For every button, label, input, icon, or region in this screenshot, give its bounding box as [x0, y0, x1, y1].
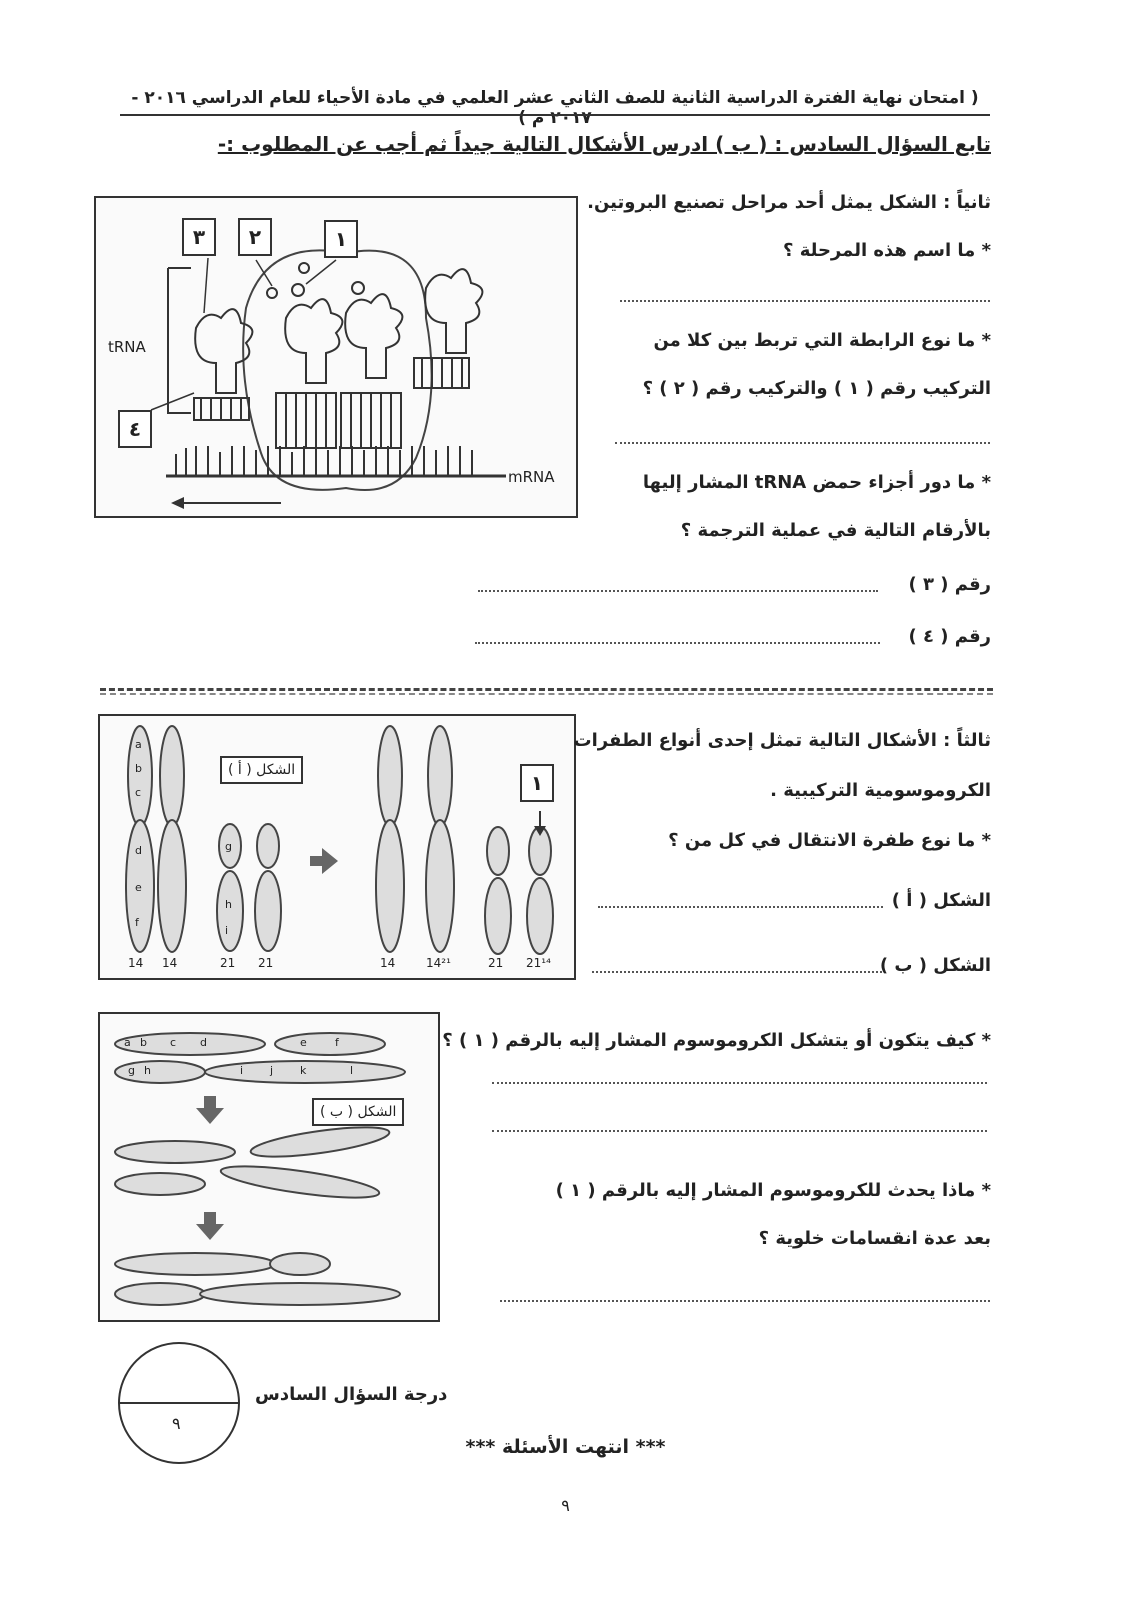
part3-question-1: * ما نوع طفرة الانتقال في كل من ؟	[668, 830, 991, 851]
figure-a-pointer-1: ١	[520, 764, 554, 802]
part3-intro-line2: الكروموسومية التركيبية .	[770, 780, 991, 801]
answer-line	[478, 590, 878, 592]
figure-b	[98, 1012, 440, 1322]
gene-label: g	[225, 840, 232, 853]
gene-label: f	[135, 916, 139, 929]
exam-title: ( امتحان نهاية الفترة الدراسية الثانية للصف الثاني عشر العلمي في مادة الأحياء للعام الدراسي ٢٠١٦ - ٢٠١٧ م )	[131, 88, 979, 128]
gene-label: c	[135, 786, 142, 799]
page-number: ٩	[561, 1496, 570, 1515]
part2-question-2-line1: * ما نوع الرابطة التي تربط بين كلا من	[653, 330, 991, 351]
part2-item-4: رقم ( ٤ )	[908, 626, 991, 647]
gene-label: j	[270, 1064, 274, 1077]
gene-label: c	[170, 1036, 177, 1049]
chromosome-label: 21¹⁴	[526, 956, 551, 970]
gene-label: d	[135, 844, 142, 857]
answer-line	[592, 971, 882, 973]
answer-line	[500, 1300, 990, 1302]
answer-line	[475, 642, 880, 644]
part2-question-2-line2: التركيب رقم ( ١ ) والتركيب رقم ( ٢ ) ؟	[642, 378, 991, 399]
figure-label-1: ١	[324, 220, 358, 258]
chromosome-label: 21	[220, 956, 236, 970]
gene-label: b	[140, 1036, 147, 1049]
figure-label-3: ٣	[182, 218, 216, 256]
chromosome-label: 21	[258, 956, 274, 970]
gene-label: h	[144, 1064, 151, 1077]
grade-label: درجة السؤال السادس	[255, 1384, 448, 1405]
part3-question-3-line2: بعد عدة انقسامات خلوية ؟	[758, 1228, 991, 1249]
section-divider	[100, 693, 993, 695]
part2-question-1: * ما اسم هذه المرحلة ؟	[782, 240, 991, 261]
mrna-label: mRNA	[508, 468, 555, 486]
figure-b-diagram	[100, 1014, 438, 1320]
gene-label: g	[128, 1064, 135, 1077]
gene-label: e	[135, 881, 142, 894]
part2-item-3: رقم ( ٣ )	[908, 574, 991, 595]
chromosome-label: 14	[380, 956, 396, 970]
chromosome-label: 14	[162, 956, 178, 970]
header-divider	[120, 114, 990, 116]
gene-label: h	[225, 898, 232, 911]
answer-line	[620, 300, 990, 302]
answer-line	[492, 1082, 987, 1084]
grade-value: ٩	[172, 1414, 181, 1433]
part3-question-2: * كيف يتكون أو يتشكل الكروموسوم المشار إليه بالرقم ( ١ ) ؟	[442, 1030, 991, 1051]
gene-label: a	[124, 1036, 131, 1049]
gene-label: l	[350, 1064, 354, 1077]
figure-a	[98, 714, 576, 980]
gene-label: b	[135, 762, 142, 775]
chromosome-label: 21	[488, 956, 504, 970]
part2-intro: ثانياً : الشكل يمثل أحد مراحل تصنيع البروتين.	[587, 192, 991, 213]
chromosome-label: 14²¹	[426, 956, 451, 970]
trna-label: tRNA	[108, 338, 146, 356]
grade-circle-divider	[120, 1402, 238, 1404]
translation-figure	[94, 196, 578, 518]
figure-label-4: ٤	[118, 410, 152, 448]
answer-line	[615, 442, 990, 444]
part3-figure-b-answer: الشكل ( ب )	[879, 955, 991, 976]
figure-label-2: ٢	[238, 218, 272, 256]
gene-label: f	[335, 1036, 339, 1049]
figure-a-label: الشكل ( أ )	[220, 756, 303, 784]
answer-line	[598, 906, 883, 908]
gene-label: k	[300, 1064, 307, 1077]
end-of-questions: *** انتهت الأسئلة ***	[465, 1436, 666, 1458]
part3-intro-line1: ثالثاً : الأشكال التالية تمثل إحدى أنواع الطفرات	[573, 730, 991, 751]
answer-line	[492, 1130, 987, 1132]
gene-label: a	[135, 738, 142, 751]
gene-label: i	[240, 1064, 244, 1077]
section-subtitle: تابع السؤال السادس : ( ب ) ادرس الأشكال التالية جيداً ثم أجب عن المطلوب :-	[217, 132, 991, 156]
figure-b-label: الشكل ( ب )	[312, 1098, 404, 1126]
gene-label: e	[300, 1036, 307, 1049]
figure-a-diagram	[100, 716, 574, 978]
gene-label: d	[200, 1036, 207, 1049]
part2-question-3-line1: * ما دور أجزاء حمض tRNA المشار إليها	[642, 472, 991, 493]
section-divider	[100, 688, 993, 691]
gene-label: i	[225, 924, 229, 937]
chromosome-label: 14	[128, 956, 144, 970]
part2-question-3-line2: بالأرقام التالية في عملية الترجمة ؟	[680, 520, 991, 541]
part3-question-3-line1: * ماذا يحدث للكروموسوم المشار إليه بالرقم ( ١ )	[555, 1180, 991, 1201]
part3-figure-a-answer: الشكل ( أ )	[891, 890, 991, 911]
